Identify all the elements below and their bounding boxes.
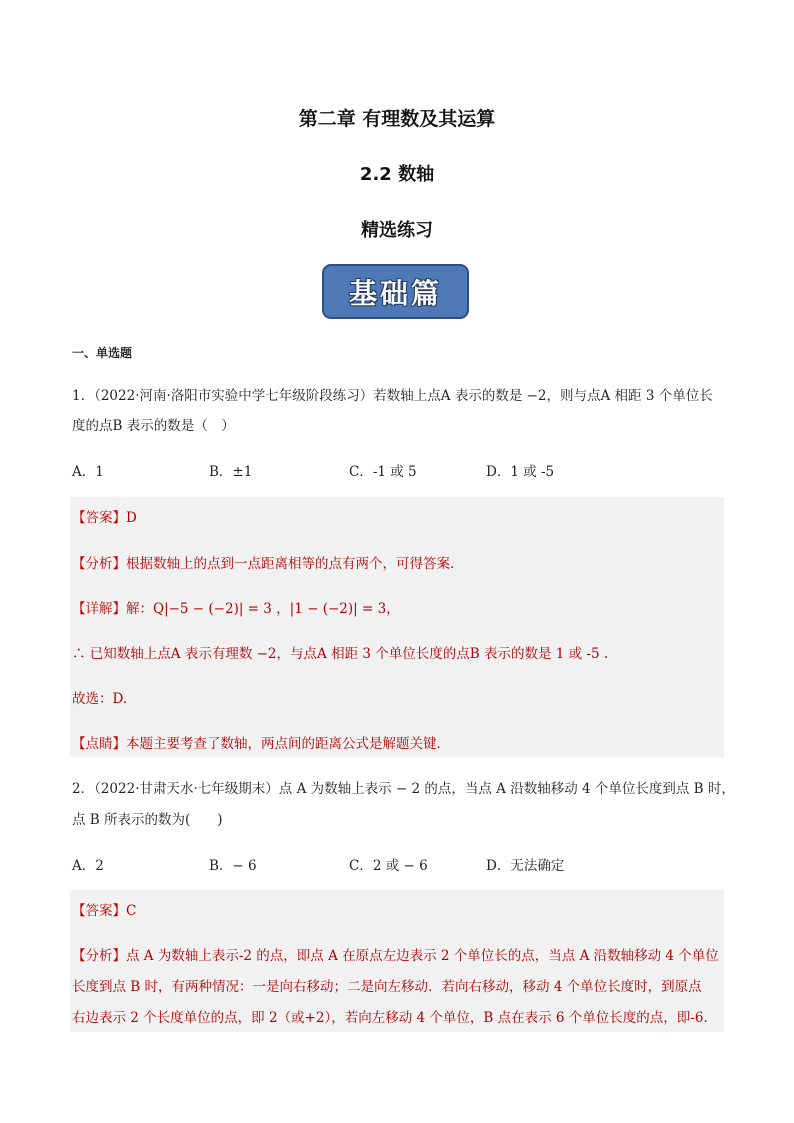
q2-analysis-line3: 右边表示 2 个长度单位的点，即 2（或+2），若向左移动 4 个单位，B 点在表示 6 个单位长度的点，即-6. bbox=[72, 1010, 708, 1026]
chapter-title: 第二章 有理数及其运算 bbox=[298, 108, 496, 130]
q2-stem-line1: 2．（2022·甘肃天水·七年级期末）点 A 为数轴上表示 − 2 的点，当点 A 沿数轴移动 4 个单位长度到点 B 时， bbox=[72, 781, 735, 797]
section-title: 2.2 数轴 bbox=[359, 164, 435, 185]
q2-option-a: A．2 bbox=[72, 858, 104, 874]
q1-analysis bbox=[72, 552, 464, 572]
analysis-text: 点 A 为数轴上表示-2 的点，即点 A 在原点左边表示 2 个单位长的点，当点 A 沿数轴移动 4 个单位 bbox=[126, 948, 719, 964]
q2-option-c: C．2 或 − 6 bbox=[349, 858, 428, 874]
q1-detail bbox=[72, 597, 400, 617]
q1-answer bbox=[72, 506, 137, 526]
analysis-tag: 【分析】 bbox=[72, 556, 126, 572]
comment-text: 本题主要考查了数轴，两点间的距离公式是解题关键． bbox=[126, 736, 450, 752]
q2-answer bbox=[72, 899, 136, 919]
q1-solution-box bbox=[70, 497, 724, 757]
subtitle: 精选练习 bbox=[361, 220, 433, 241]
answer-value: D bbox=[126, 510, 137, 526]
q1-option-d: D．1 或 -5 bbox=[486, 464, 555, 480]
q1-option-a: A．1 bbox=[72, 464, 104, 480]
analysis-text: 根据数轴上的点到一点距离相等的点有两个，可得答案． bbox=[126, 556, 464, 572]
answer-tag: 【答案】 bbox=[72, 510, 126, 526]
q1-option-c: C．-1 或 5 bbox=[349, 464, 417, 480]
answer-value: C bbox=[126, 903, 137, 919]
q1-detail-line2: ∴ 已知数轴上点A 表示有理数 −2，与点A 相距 3 个单位长度的点B 表示的数是 1 或 -5 . bbox=[72, 646, 609, 662]
part-heading: 一、单选题 bbox=[72, 346, 133, 360]
q2-stem-line2: 点 B 所表示的数为( ) bbox=[72, 812, 223, 828]
q1-option-b: B．±1 bbox=[209, 464, 253, 480]
q1-stem-line1: 1．（2022·河南·洛阳市实验中学七年级阶段练习）若数轴上点A 表示的数是 −2，则与点A 相距 3 个单位长 bbox=[72, 388, 713, 404]
detail-tag: 【详解】 bbox=[72, 601, 126, 617]
analysis-tag: 【分析】 bbox=[72, 948, 126, 964]
q1-comment bbox=[72, 732, 450, 752]
q2-analysis bbox=[72, 944, 719, 964]
q1-detail-line3: 故选：D. bbox=[72, 691, 128, 707]
comment-tag: 【点睛】 bbox=[72, 736, 126, 752]
answer-tag: 【答案】 bbox=[72, 903, 126, 919]
detail-text: 解：Q|−5 − (−2)| = 3 ，|1 − (−2)| = 3， bbox=[126, 601, 400, 617]
q2-option-d: D．无法确定 bbox=[486, 858, 565, 874]
level-badge: 基础篇 bbox=[322, 264, 469, 319]
q2-option-b: B．− 6 bbox=[209, 858, 257, 874]
q2-analysis-line2: 长度到点 B 时，有两种情况：一是向右移动；二是向左移动．若向右移动，移动 4 个单位长度时，到原点 bbox=[72, 979, 702, 995]
q1-stem-line2: 度的点B 表示的数是（ ） bbox=[72, 418, 235, 434]
